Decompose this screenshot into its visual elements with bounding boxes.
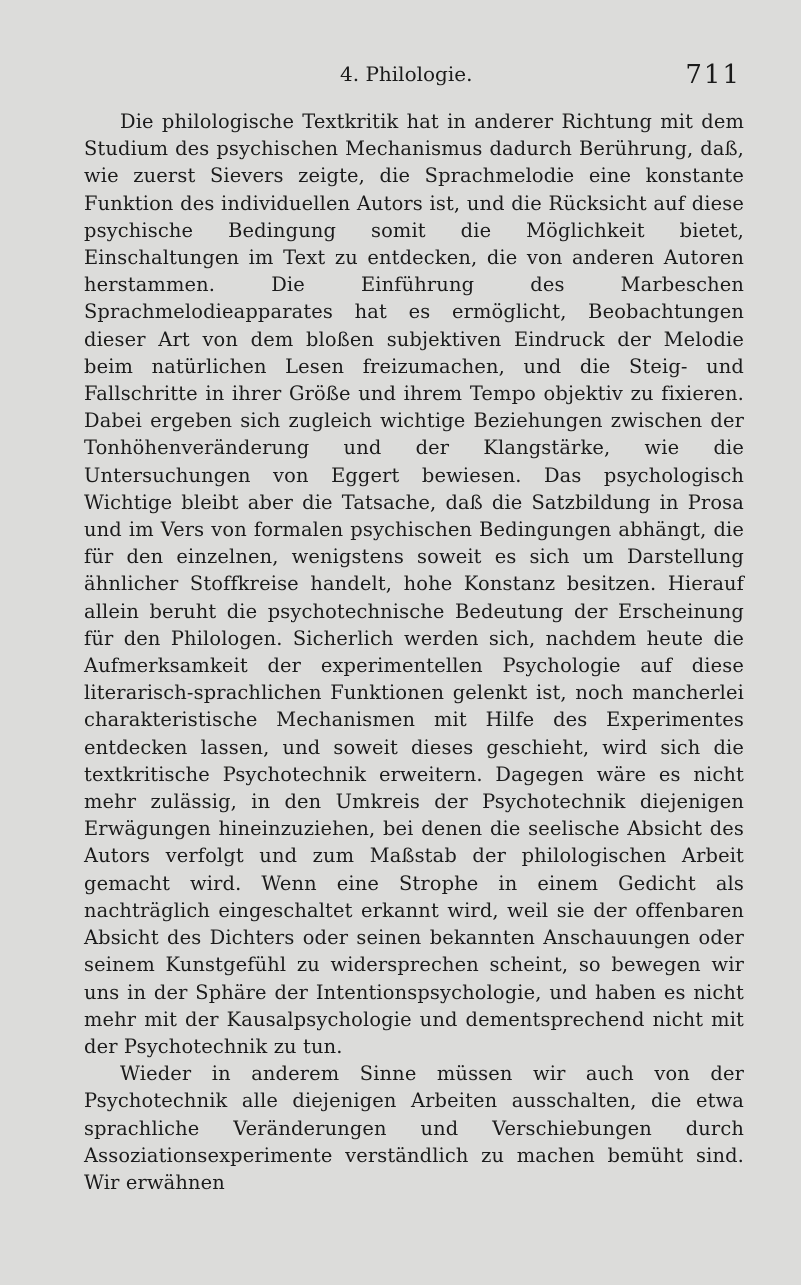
running-head: 4. Philologie. <box>340 62 473 86</box>
page-number: 711 <box>685 60 741 90</box>
body-text <box>84 108 744 1196</box>
page-header <box>86 62 741 102</box>
paragraph-2: Wieder in anderem Sinne müssen wir auch von der Psychotechnik alle diejenigen Arbeiten ausschalten, die etwa sprachliche Veränderungen und Verschiebungen durch Assoziationsexperimente verständlich zu machen bemüht sind. Wir erwähnen <box>84 1062 744 1194</box>
paragraph-1: Die philologische Textkritik hat in anderer Richtung mit dem Studium des psychischen Mechanismus dadurch Berührung, daß, wie zuerst Sievers zeigte, die Sprachmelodie eine konstante Funktion des individuellen Autors ist, und die Rücksicht auf diese psychische Bedingung somit die Möglichkeit bietet, Einschaltungen im Text zu entdecken, die von anderen Autoren herstammen. Die Einführung des Marbeschen Sprachmelodieapparates hat es ermöglicht, Beobachtungen dieser Art von dem bloßen subjektiven Eindruck der Melodie beim natürlichen Lesen freizumachen, und die Steig- und Fallschritte in ihrer Größe und ihrem Tempo objektiv zu fixieren. Dabei ergeben sich zugleich wichtige Beziehungen zwischen der Tonhöhenveränderung und der Klangstärke, wie die Untersuchungen von Eggert bewiesen. Das psychologisch Wichtige bleibt aber die Tatsache, daß die Satzbildung in Prosa und im Vers von formalen psychischen Bedingungen abhängt, die für den einzelnen, wenigstens soweit es sich um Darstellung ähnlicher Stoffkreise handelt, hohe Konstanz besitzen. Hierauf allein beruht die psychotechnische Bedeutung der Erscheinung für den Philologen. Sicherlich werden sich, nachdem heute die Aufmerksamkeit der experimentellen Psychologie auf diese literarisch-sprachlichen Funktionen gelenkt ist, noch mancherlei charakteristische Mechanismen mit Hilfe des Experimentes entdecken lassen, und soweit dieses geschieht, wird sich die textkritische Psychotechnik erweitern. Dagegen wäre es nicht mehr zulässig, in den Umkreis der Psychotechnik diejenigen Erwägungen hineinzuziehen, bei denen die seelische Absicht des Autors verfolgt und zum Maßstab der philologischen Arbeit gemacht wird. Wenn eine Strophe in einem Gedicht als nachträglich eingeschaltet erkannt wird, weil sie der offenbaren Absicht des Dichters oder seinen bekannten Anschauungen oder seinem Kunstgefühl zu widersprechen scheint, so bewegen wir uns in der Sphäre der Intentionspsychologie, und haben es nicht mehr mit der Kausalpsychologie und dementsprechend nicht mit der Psychotechnik zu tun. <box>84 110 744 1058</box>
